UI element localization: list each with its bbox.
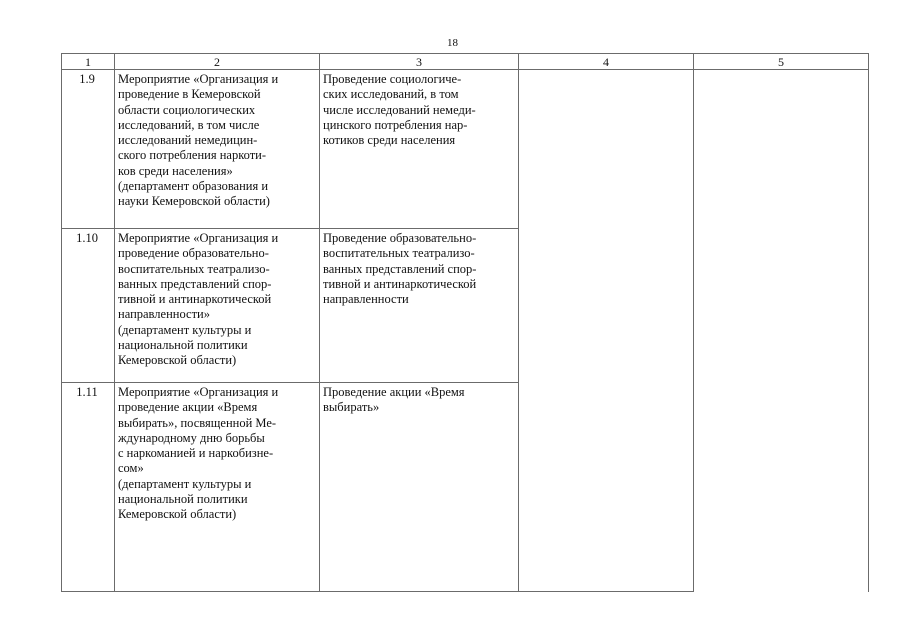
event-description: Мероприятие «Организация и проведение акции «Время выбирать», посвященной Ме- ждународному дню борьбы с наркоманией и наркобизне- сом» (департамент культуры и национальной политики Кемеровской области) <box>118 385 279 522</box>
row-divider <box>61 228 518 229</box>
column-divider <box>114 53 115 592</box>
table-right-border <box>868 53 869 592</box>
column-divider <box>693 53 694 592</box>
event-description: Мероприятие «Организация и проведение в Кемеровской области социологических исследований, в том числе исследований немедицин- ского потребления наркоти- ков среди населения» (департамент образования и науки Кемеровской области) <box>118 72 279 209</box>
page-number: 18 <box>447 37 458 49</box>
table-bottom-border <box>61 591 693 592</box>
header-cell: 2 <box>214 55 220 69</box>
table-left-border <box>61 53 62 592</box>
header-cell: 1 <box>85 55 91 69</box>
row-number: 1.9 <box>79 72 95 86</box>
header-cell: 4 <box>603 55 609 69</box>
table-top-border <box>61 53 869 54</box>
event-action: Проведение социологиче- ских исследований, в том числе исследований немеди- цинского потребления нар- котиков среди населения <box>323 72 476 148</box>
row-divider <box>61 382 518 383</box>
event-action: Проведение акции «Время выбирать» <box>323 385 465 415</box>
column-divider <box>319 53 320 592</box>
column-divider <box>518 53 519 592</box>
header-bottom-border <box>61 69 869 70</box>
header-cell: 3 <box>416 55 422 69</box>
header-cell: 5 <box>778 55 784 69</box>
event-description: Мероприятие «Организация и проведение образовательно- воспитательных театрализо- ванных представлений спор- тивной и антинаркотической направленности» (департамент культуры и национальной политики Кемеровской области) <box>118 231 279 368</box>
row-number: 1.11 <box>76 385 98 399</box>
row-number: 1.10 <box>76 231 98 245</box>
event-action: Проведение образовательно- воспитательных театрализо- ванных представлений спор- тивной и антинаркотической направленности <box>323 231 477 307</box>
